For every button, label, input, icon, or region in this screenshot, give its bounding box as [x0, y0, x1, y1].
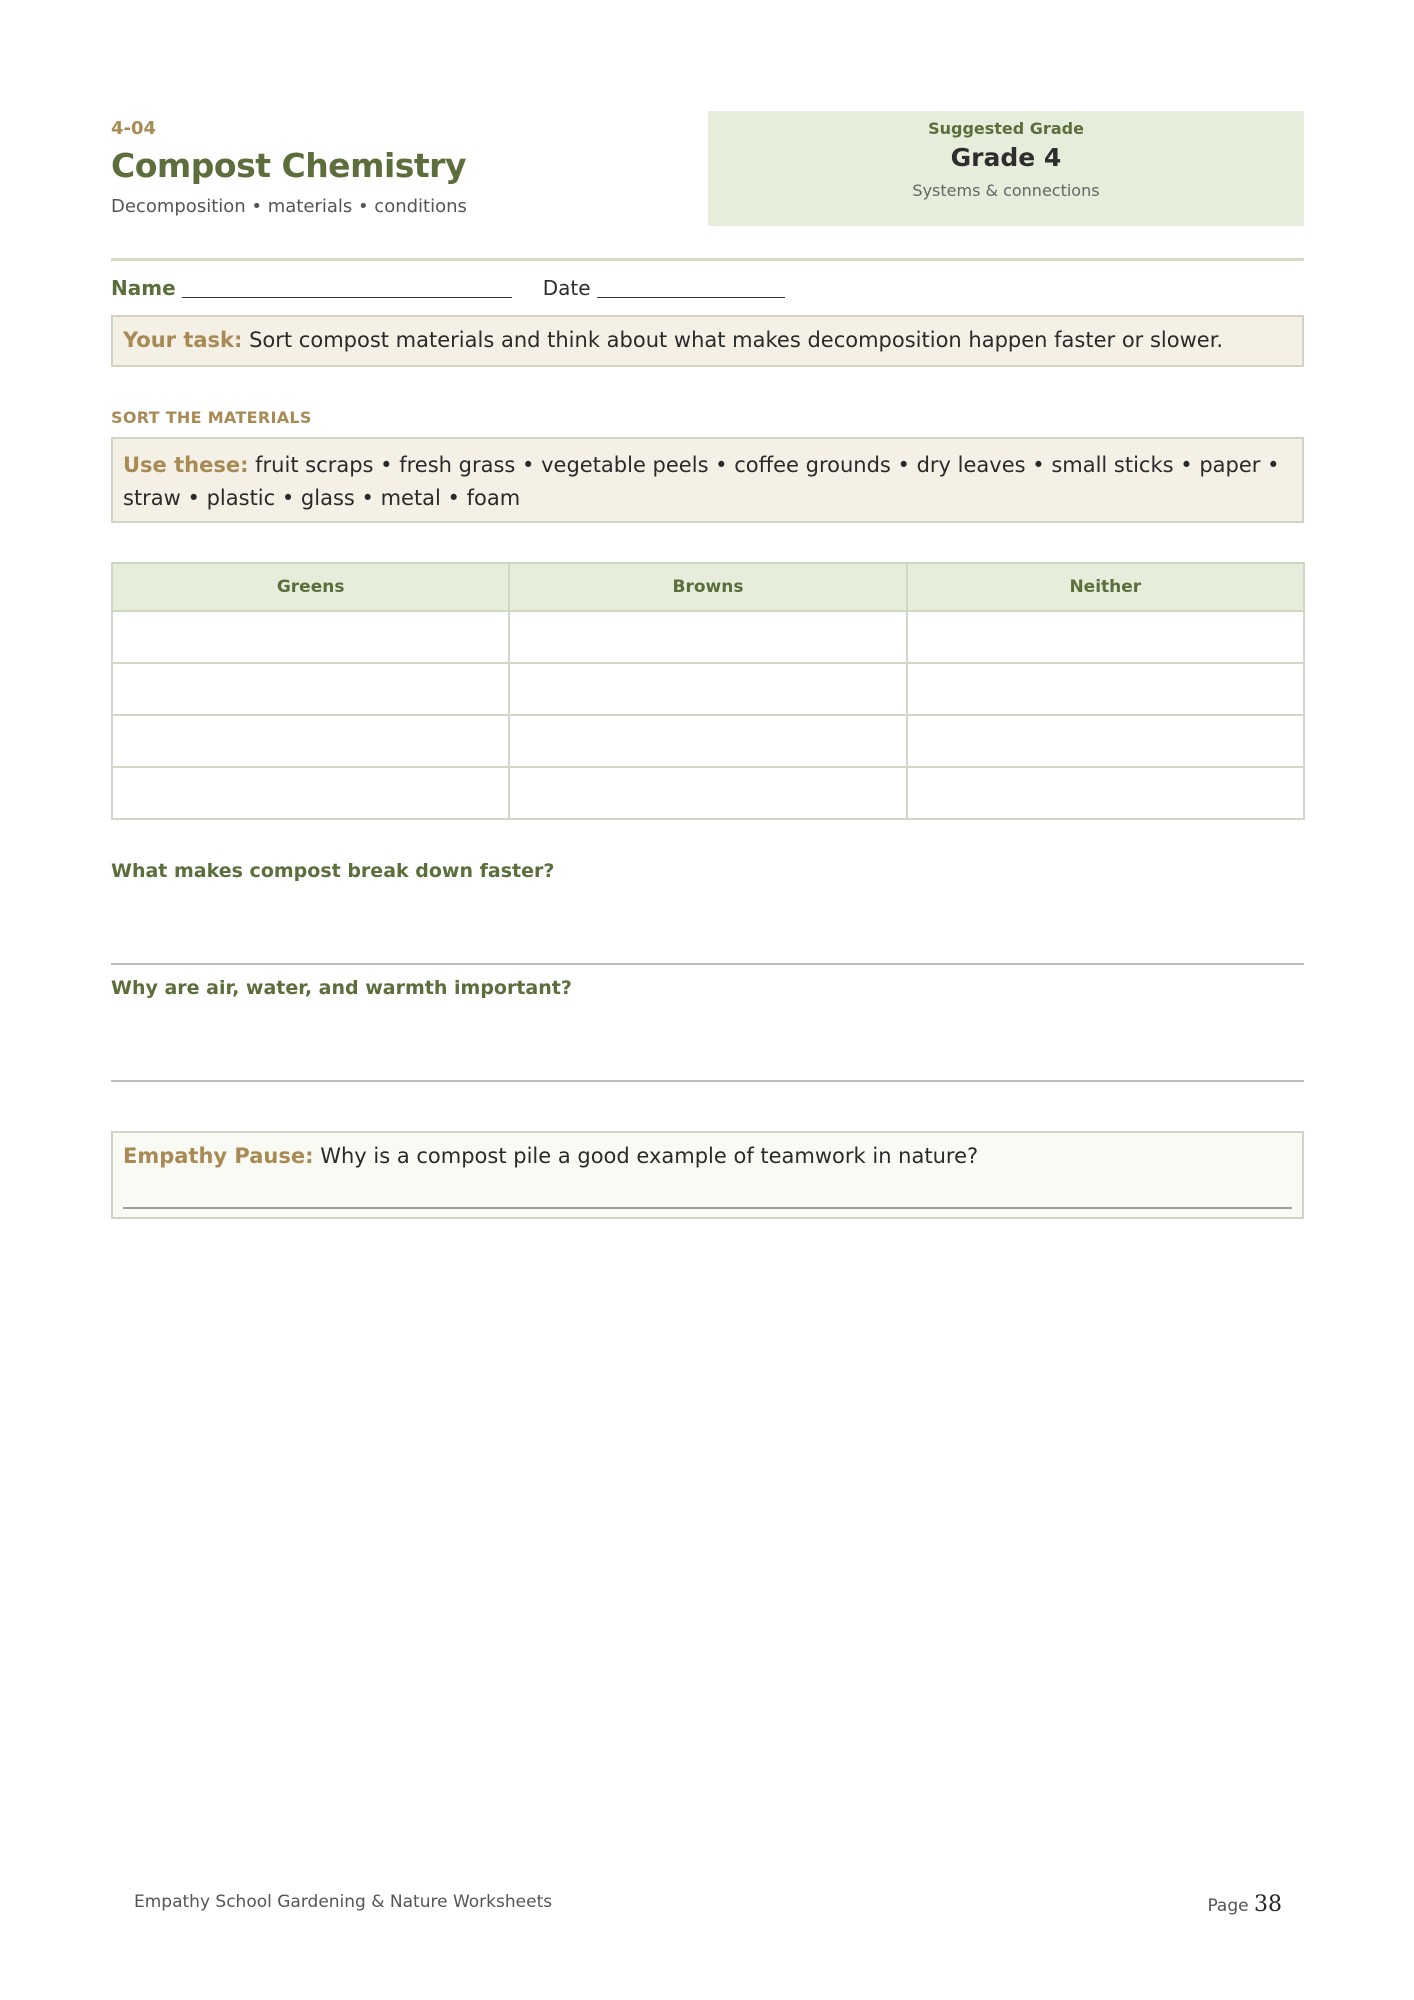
page-subtitle: Decomposition • materials • conditions [111, 196, 467, 217]
empathy-answer-line[interactable] [123, 1207, 1292, 1209]
table-cell[interactable] [112, 611, 509, 663]
table-cell[interactable] [112, 715, 509, 767]
table-cell[interactable] [509, 611, 906, 663]
table-cell[interactable] [907, 663, 1304, 715]
date-label: Date [542, 276, 591, 300]
table-cell[interactable] [509, 767, 906, 819]
table-header-row [112, 563, 1304, 611]
table-cell[interactable] [509, 663, 906, 715]
task-box [111, 315, 1304, 367]
date-field[interactable] [597, 297, 785, 298]
table-cell[interactable] [112, 663, 509, 715]
task-text: Sort compost materials and think about what makes decomposition happen faster or slower. [242, 328, 1224, 352]
table-cell[interactable] [112, 767, 509, 819]
table-cell[interactable] [907, 715, 1304, 767]
column-header-browns: Browns [509, 563, 906, 611]
name-date-row [111, 276, 785, 300]
empathy-lead: Empathy Pause: [123, 1144, 314, 1168]
name-field[interactable] [182, 297, 512, 298]
table-row [112, 611, 1304, 663]
page-title: Compost Chemistry [111, 146, 466, 185]
name-label: Name [111, 276, 176, 300]
sort-table [111, 562, 1305, 820]
page-number: 38 [1254, 1892, 1282, 1917]
grade-value: Grade 4 [950, 143, 1062, 172]
materials-lead: Use these: [123, 453, 249, 477]
column-header-neither: Neither [907, 563, 1304, 611]
column-header-greens: Greens [112, 563, 509, 611]
table-cell[interactable] [907, 611, 1304, 663]
footer-series-name: Empathy School Gardening & Nature Worksheets [134, 1892, 553, 1912]
answer-line-2[interactable] [111, 1080, 1304, 1082]
question-2: Why are air, water, and warmth important? [111, 977, 572, 999]
table-row [112, 767, 1304, 819]
table-row [112, 663, 1304, 715]
materials-list: fruit scraps • fresh grass • vegetable peels • coffee grounds • dry leaves • small sticks • paper • straw • plastic • glass • metal • foam [123, 453, 1280, 510]
grade-box [708, 111, 1304, 226]
table-row [112, 715, 1304, 767]
materials-box [111, 437, 1304, 523]
question-1: What makes compost break down faster? [111, 860, 555, 882]
grade-label: Suggested Grade [928, 119, 1084, 138]
page-label: Page [1207, 1896, 1249, 1916]
header-divider [111, 258, 1304, 261]
worksheet-code: 4-04 [111, 118, 157, 139]
footer-page [1207, 1892, 1282, 1917]
section-label-sort: SORT THE MATERIALS [111, 408, 312, 427]
answer-line-1[interactable] [111, 963, 1304, 965]
table-cell[interactable] [509, 715, 906, 767]
task-lead: Your task: [123, 328, 243, 352]
empathy-text: Why is a compost pile a good example of teamwork in nature? [313, 1144, 979, 1168]
empathy-pause-box [111, 1131, 1304, 1219]
table-cell[interactable] [907, 767, 1304, 819]
grade-note: Systems & connections [912, 181, 1100, 200]
